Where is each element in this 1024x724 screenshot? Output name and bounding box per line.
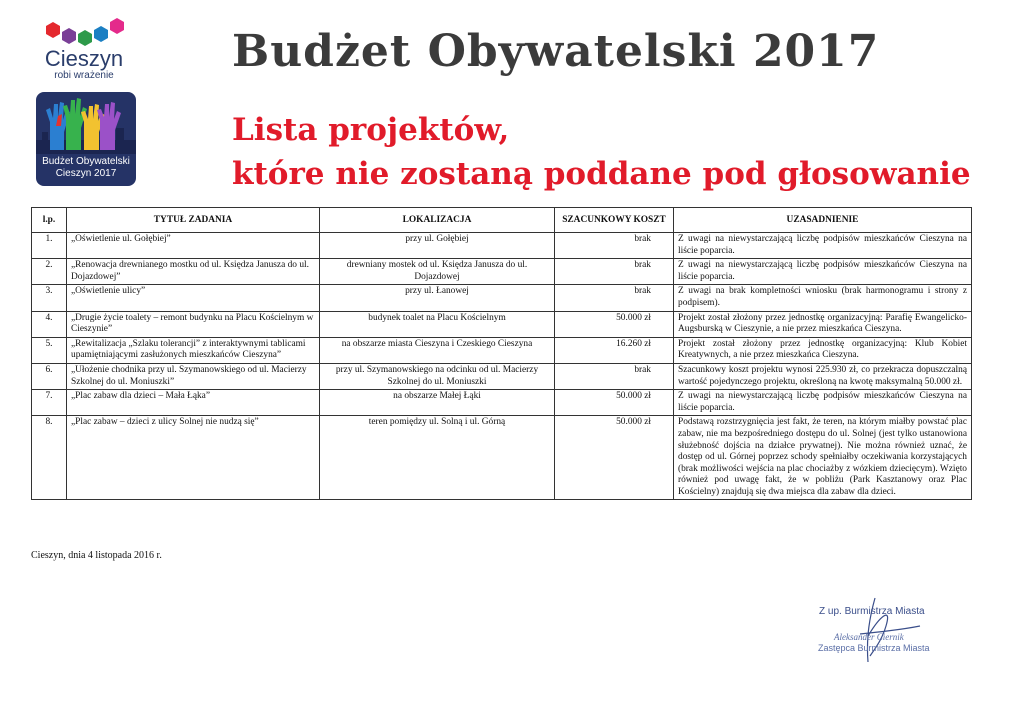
cell-title: „Plac zabaw – dzieci z ulicy Solnej nie nudzą się” (67, 416, 320, 500)
cell-location: przy ul. Łanowej (320, 285, 555, 311)
cell-lp: 8. (32, 416, 67, 500)
cell-location: na obszarze Małej Łąki (320, 390, 555, 416)
cell-title: „Drugie życie toalety – remont budynku na Placu Kościelnym w Cieszynie” (67, 311, 320, 337)
cell-cost: 50.000 zł (555, 416, 674, 500)
cell-reason: Z uwagi na niewystarczającą liczbę podpisów mieszkańców Cieszyna na liście poparcia. (674, 233, 972, 259)
signature-line-3: Zastępca Burmistrza Miasta (818, 643, 930, 653)
logo-tagline: robi wrażenie (54, 70, 114, 81)
cell-lp: 7. (32, 390, 67, 416)
footer-date: Cieszyn, dnia 4 listopada 2016 r. (31, 550, 162, 561)
cell-lp: 4. (32, 311, 67, 337)
header-reason: UZASADNIENIE (674, 208, 972, 233)
signature-name: Aleksander Ciernik (834, 632, 904, 642)
projects-table (31, 207, 972, 500)
cell-reason: Szacunkowy koszt projektu wynosi 225.930 zł, co przekracza dopuszczalną wartość pojedynczego projektu, określoną na kwotę maksymalną 50.000 zł. (674, 363, 972, 389)
table-row (32, 363, 972, 389)
logo-name: Cieszyn (44, 46, 124, 71)
cell-lp: 1. (32, 233, 67, 259)
cell-title: „Oświetlenie ulicy” (67, 285, 320, 311)
cell-cost: 50.000 zł (555, 311, 674, 337)
cell-cost: 50.000 zł (555, 390, 674, 416)
header-lp: l.p. (32, 208, 67, 233)
cell-lp: 3. (32, 285, 67, 311)
table-header-row (32, 208, 972, 233)
cell-reason: Z uwagi na brak kompletności wniosku (brak harmonogramu i strony z podpisem). (674, 285, 972, 311)
cieszyn-logo (28, 14, 140, 82)
cell-title: „Plac zabaw dla dzieci – Mała Łąka” (67, 390, 320, 416)
badge-line-2: Cieszyn 2017 (55, 168, 117, 179)
cell-lp: 6. (32, 363, 67, 389)
cell-location: na obszarze miasta Cieszyna i Czeskiego Cieszyna (320, 337, 555, 363)
cell-title: „Ułożenie chodnika przy ul. Szymanowskiego od ul. Macierzy Szkolnej do ul. Moniuszki” (67, 363, 320, 389)
cell-cost: brak (555, 285, 674, 311)
cell-reason: Projekt został złożony przez jednostkę organizacyjną: Parafię Ewangelicko-Augsburską w Cieszynie, a nie przez mieszkańca Cieszyna. (674, 311, 972, 337)
subtitle-line-1: Lista projektów, (232, 112, 510, 148)
header-location: LOKALIZACJA (320, 208, 555, 233)
table-row (32, 337, 972, 363)
badge-text (36, 156, 136, 180)
table-row (32, 311, 972, 337)
page-title: Budżet Obywatelski 2017 (232, 26, 880, 77)
header-title: TYTUŁ ZADANIA (67, 208, 320, 233)
table-row (32, 233, 972, 259)
table-row (32, 285, 972, 311)
cell-reason: Podstawą rozstrzygnięcia jest fakt, że teren, na którym miałby powstać plac zabaw, nie ma bezpośredniego dostępu do ul. Solnej (jest tylko ustanowiona służebność dojścia na działce prywatnej). Nie można również uznać, że dostęp od ul. Górnej poprzez schody spełniałby oczekiwania korzystających (brak możliwości wejścia na plac chociażby z wózkiem dziecięcym). Wzięto również pod uwagę fakt, że w pobliżu (Park Kasztanowy oraz Plac Kościelny) znajdują się dwa miejsca dla zabaw dla dzieci. (674, 416, 972, 500)
cell-cost: 16.260 zł (555, 337, 674, 363)
cell-location: drewniany mostek od ul. Księdza Janusza do ul. Dojazdowej (320, 259, 555, 285)
cell-reason: Z uwagi na niewystarczającą liczbę podpisów mieszkańców Cieszyna na liście poparcia. (674, 259, 972, 285)
cell-location: teren pomiędzy ul. Solną i ul. Górną (320, 416, 555, 500)
cell-title: „Rewitalizacja „Szlaku tolerancji” z interaktywnymi tablicami upamiętniającymi zasłużonych mieszkańców Cieszyna” (67, 337, 320, 363)
cell-title: „Oświetlenie ul. Gołębiej” (67, 233, 320, 259)
budget-badge (36, 92, 136, 186)
cell-cost: brak (555, 233, 674, 259)
subtitle-line-2: które nie zostaną poddane pod głosowanie (232, 156, 971, 192)
cell-location: przy ul. Szymanowskiego na odcinku od ul. Macierzy Szkolnej do ul. Moniuszki (320, 363, 555, 389)
cell-cost: brak (555, 363, 674, 389)
cell-lp: 2. (32, 259, 67, 285)
logo-hexagons-icon (39, 14, 129, 50)
table-row (32, 416, 972, 500)
signature-line-1: Z up. Burmistrza Miasta (819, 606, 925, 617)
table-row (32, 259, 972, 285)
cell-location: przy ul. Gołębiej (320, 233, 555, 259)
cell-lp: 5. (32, 337, 67, 363)
cell-title: „Renowacja drewnianego mostku od ul. Księdza Janusza do ul. Dojazdowej” (67, 259, 320, 285)
header-cost: SZACUNKOWY KOSZT (555, 208, 674, 233)
cell-location: budynek toalet na Placu Kościelnym (320, 311, 555, 337)
cell-reason: Projekt został złożony przez jednostkę organizacyjną: Klub Kobiet Kreatywnych, a nie przez mieszkańca Cieszyna. (674, 337, 972, 363)
table-row (32, 390, 972, 416)
cell-cost: brak (555, 259, 674, 285)
badge-line-1: Budżet Obywatelski (42, 156, 130, 167)
cell-reason: Z uwagi na niewystarczającą liczbę podpisów mieszkańców Cieszyna na liście poparcia. (674, 390, 972, 416)
